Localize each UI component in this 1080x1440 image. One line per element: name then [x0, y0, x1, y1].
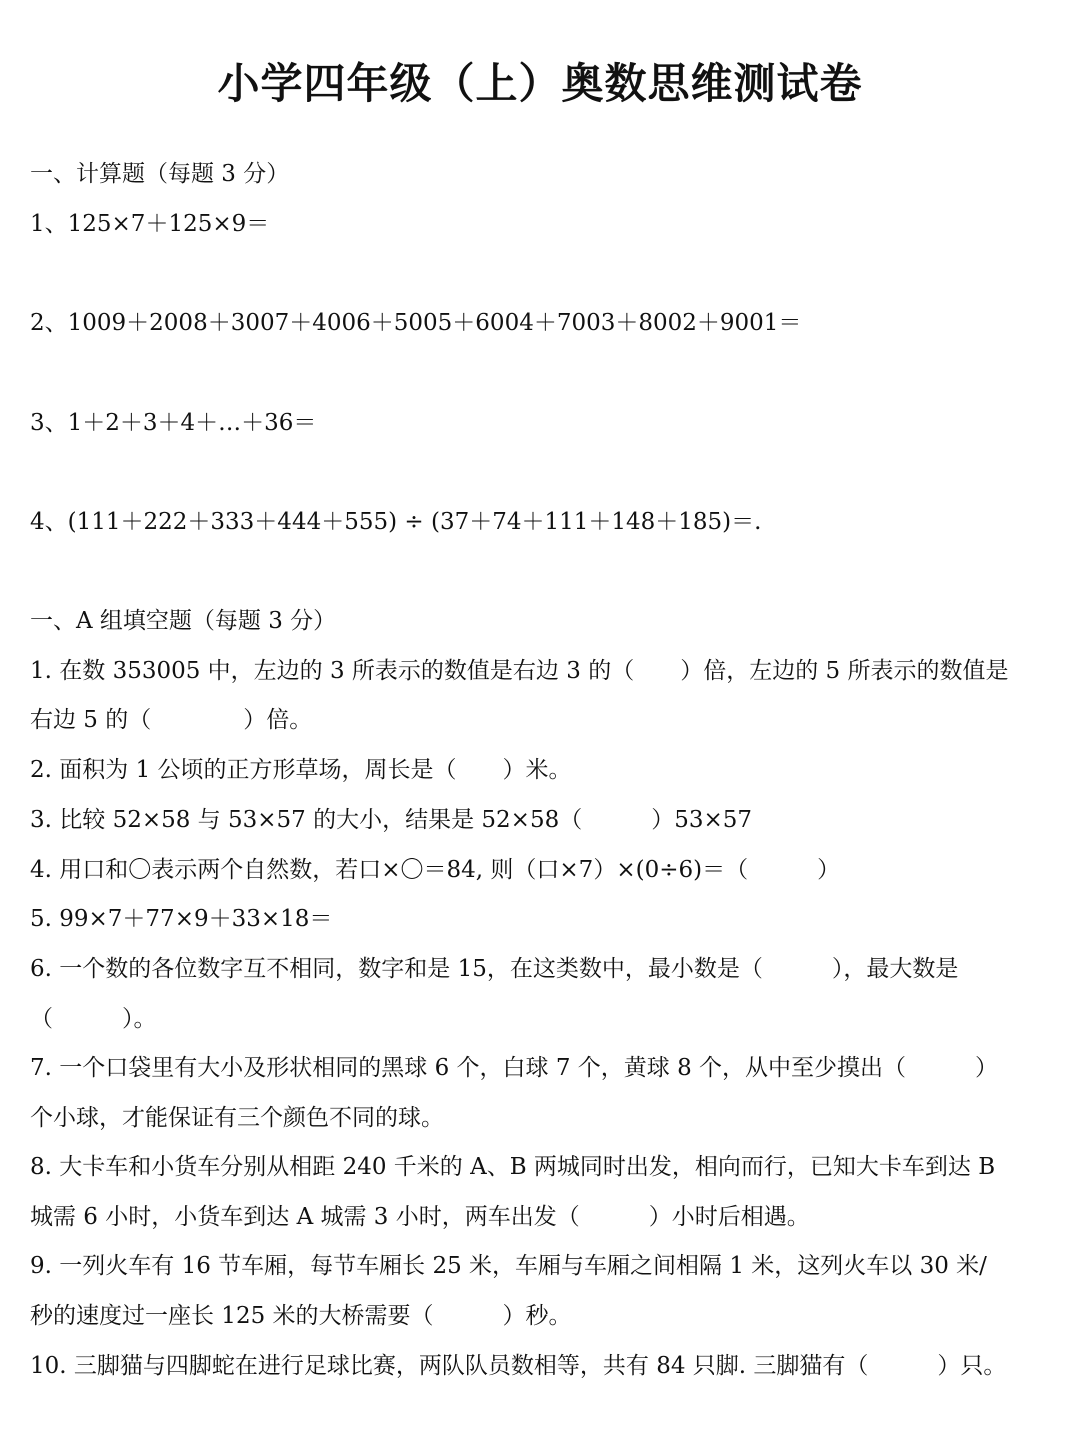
fill-question-3: 3. 比较 52×58 与 53×57 的大小，结果是 52×58（ ）53×57	[30, 807, 753, 833]
fill-question-8-line-1: 8. 大卡车和小货车分别从相距 240 千米的 A、B 两城同时出发，相向而行，已知大卡车到达 B	[30, 1154, 996, 1180]
section-calc-heading: 一、计算题（每题 3 分）	[30, 161, 290, 187]
calc-question-1: 1、125×7＋125×9＝	[30, 211, 270, 237]
fill-question-5: 5. 99×7＋77×9＋33×18＝	[30, 906, 333, 932]
fill-question-9-line-1: 9. 一列火车有 16 节车厢，每节车厢长 25 米，车厢与车厢之间相隔 1 米，这列火车以 30 米/	[30, 1253, 987, 1279]
fill-question-6-line-2: （ ）。	[30, 1006, 157, 1032]
fill-question-7-line-1: 7. 一个口袋里有大小及形状相同的黑球 6 个，白球 7 个，黄球 8 个，从中至少摸出（ ）	[30, 1055, 999, 1081]
fill-question-7-line-2: 个小球，才能保证有三个颜色不同的球。	[30, 1105, 444, 1131]
fill-question-10: 10. 三脚猫与四脚蛇在进行足球比赛，两队队员数相等，共有 84 只脚. 三脚猫有（ ）只。	[30, 1353, 1007, 1379]
fill-question-1-line-1: 1. 在数 353005 中，左边的 3 所表示的数值是右边 3 的（ ）倍，左边的 5 所表示的数值是	[30, 658, 1009, 684]
fill-question-6-line-1: 6. 一个数的各位数字互不相同，数字和是 15，在这类数中，最小数是（ ），最大数是	[30, 956, 959, 982]
calc-question-4: 4、(111＋222＋333＋444＋555) ÷ (37＋74＋111＋148＋185)＝.	[30, 509, 762, 535]
page-title: 小学四年级（上）奥数思维测试卷	[217, 59, 863, 108]
calc-question-3: 3、1＋2＋3＋4＋…＋36＝	[30, 410, 317, 436]
fill-question-9-line-2: 秒的速度过一座长 125 米的大桥需要（ ）秒。	[30, 1303, 572, 1329]
fill-question-4: 4. 用口和〇表示两个自然数，若口×〇＝84, 则（口×7）×(0÷6)＝（ ）	[30, 857, 841, 883]
section-fill-heading: 一、A 组填空题（每题 3 分）	[30, 608, 337, 634]
fill-question-8-line-2: 城需 6 小时，小货车到达 A 城需 3 小时，两车出发（ ）小时后相遇。	[30, 1204, 810, 1230]
calc-question-2: 2、1009＋2008＋3007＋4006＋5005＋6004＋7003＋8002＋9001＝	[30, 310, 802, 336]
fill-question-2: 2. 面积为 1 公顷的正方形草场，周长是（ ）米。	[30, 757, 572, 783]
fill-question-1-line-2: 右边 5 的（ ）倍。	[30, 707, 313, 733]
